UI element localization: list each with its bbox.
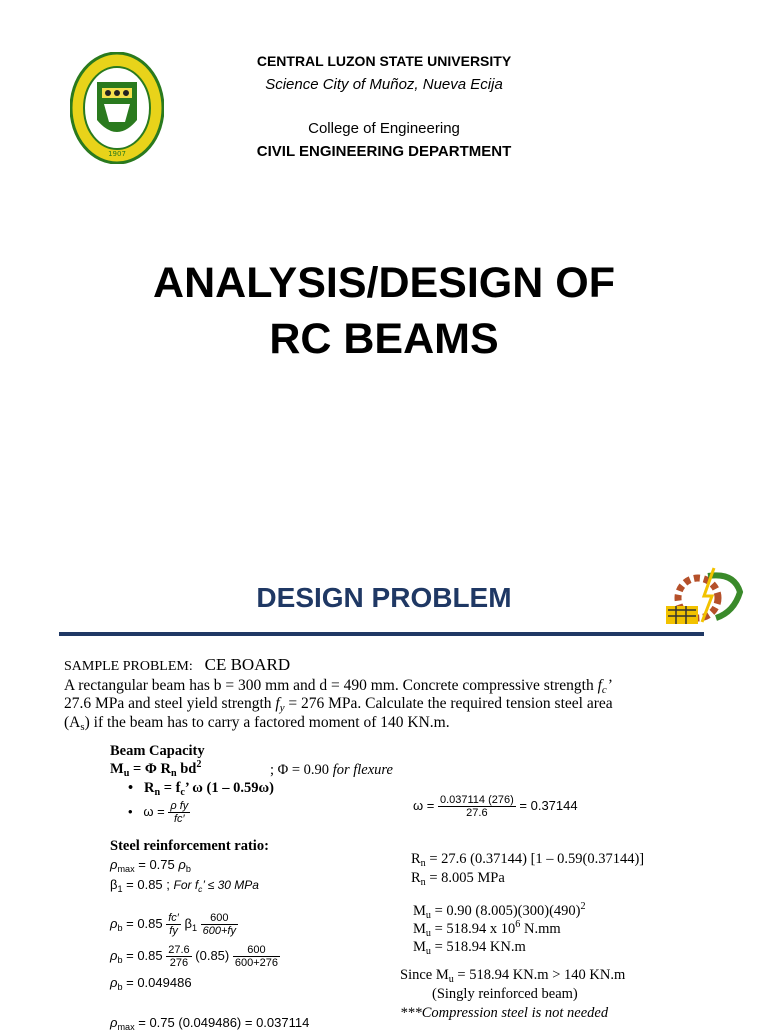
heading-divider: [59, 632, 704, 636]
university-location: Science City of Muñoz, Nueva Ecija: [265, 76, 503, 93]
phi-note: ; Φ = 0.90 for flexure: [270, 762, 393, 778]
rn-calculation: $R_n = 27.6$ (0.37144) [1 – 0.59(0.37144)] $R_n = 8.005$ MPa: [411, 851, 645, 888]
rn-equation: • $R_n = f_c$’ ω (1 – 0.59ω): [128, 780, 274, 798]
university-name: CENTRAL LUZON STATE UNIVERSITY: [256, 53, 512, 69]
title-line-2: RC BEAMS: [269, 315, 499, 363]
university-seal: [70, 52, 164, 164]
problem-text-1: A rectangular beam has b = 300 mm and d = 490 mm. Concrete compressive strength: [64, 676, 598, 694]
mu-calculation: $M_u = 0.90$ $(8.005)(300)(490)^2$ $M_u = 518.94$ x $10^6$ N.mm $M_u = 518.94$ KN.m: [413, 901, 586, 957]
rho-b-formula: $\rho_b = 0.85$ $\frac{fc'}{fy}$ $\beta_1$ $\frac{600}{600+fy}$: [110, 912, 236, 937]
problem-label: SAMPLE PROBLEM:: [64, 659, 193, 674]
beam-capacity-heading: Beam Capacity: [110, 743, 205, 759]
page-title: [84, 255, 684, 367]
title-line-1: ANALYSIS/DESIGN OF: [153, 259, 615, 307]
section-heading: DESIGN PROBLEM: [256, 582, 512, 613]
rho-b-value: $\rho_b = 0.049486$: [110, 975, 192, 992]
since-statement: Since $M_u = 518.94$ KN.m > 140 KN.m: [400, 967, 626, 985]
rho-max-equation: $\rho_{max} = 0.75$ $\rho_b$: [110, 857, 191, 874]
problem-text-4: if the beam has to carry a factored moment of 140 KN.m.: [89, 713, 450, 731]
omega-calculation: ω = $\frac{0.037114 (276)}{27.6}$ = 0.37144: [413, 794, 578, 819]
singly-reinforced-note: (Singly reinforced beam): [432, 986, 578, 1002]
engineering-logo: [664, 566, 746, 626]
seal-year: 1907: [108, 150, 126, 158]
steel-ratio-heading: Steel reinforcement ratio:: [110, 838, 269, 854]
department-name: CIVIL ENGINEERING DEPARTMENT: [256, 143, 512, 160]
omega-definition: • ω = $\frac{\text{ρ fy}}{fc'}$: [128, 800, 189, 825]
problem-text-3: = 276 MPa. Calculate the required tension steel area: [284, 695, 613, 712]
mu-equation: $M_u = \Phi$ $R_n$ $bd^2$: [110, 759, 202, 779]
problem-tag: CE BOARD: [204, 655, 291, 674]
problem-text-2: 27.6 MPa and steel yield strength: [64, 695, 276, 712]
compression-steel-note: ***Compression steel is not needed: [400, 1005, 609, 1021]
rho-max-value: $\rho_{max} = 0.75$ (0.049486) = 0.037114: [110, 1015, 310, 1032]
beta1-equation: $\beta_1 = 0.85$ ; For $f_c$’ ≤ 30 MPa: [110, 877, 259, 894]
rho-b-substituted: $\rho_b = 0.85$ $\frac{27.6}{276}$ (0.85) $\frac{600}{600+276}$: [110, 944, 278, 969]
problem-statement: SAMPLE PROBLEM: CE BOARD A rectangular beam has b = 300 mm and d = 490 mm. Concrete compressive strength $f_c$’ 27.6 MPa and steel yield strength $f_y = 276$ MPa. Calculate the required tension steel area $(A_s)$ if the beam has to carry a factored moment of 140 KN.m.: [64, 655, 613, 733]
college-name: College of Engineering: [308, 120, 460, 137]
